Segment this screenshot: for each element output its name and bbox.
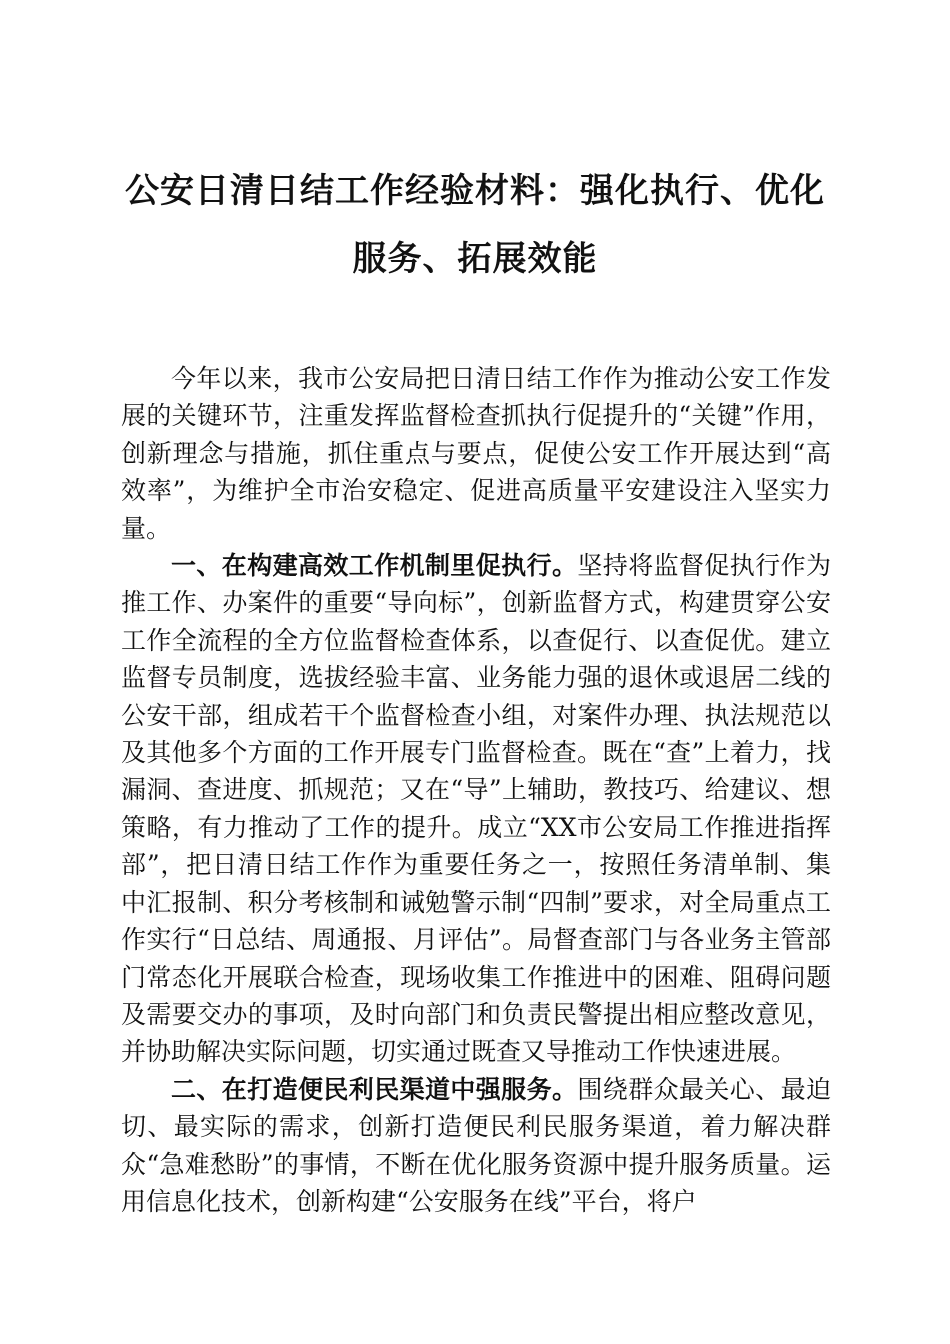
paragraph-section-1 — [121, 547, 831, 1071]
paragraph-intro — [121, 360, 831, 547]
section-heading: 二、在打造便民利民渠道中强服务。 — [171, 1074, 578, 1104]
document-body — [121, 360, 831, 1220]
paragraph-section-2 — [121, 1071, 831, 1221]
document-title-line-2: 服务、拓展效能 — [352, 239, 598, 279]
section-heading: 一、在构建高效工作机制里促执行。 — [171, 551, 578, 581]
paragraph-text: 围绕群众最关心、最迫切、最实际的需求，创新打造便民利民服务渠道，着力解决群众“急难愁盼”的事情，不断在优化服务资源中提升服务质量。运用信息化技术，创新构建“公安服务在线”平台，将户 — [121, 1074, 831, 1216]
paragraph-text: 今年以来，我市公安局把日清日结工作作为推动公安工作发展的关键环节，注重发挥监督检查抓执行促提升的“关键”作用，创新理念与措施，抓住重点与要点，促使公安工作开展达到“高效率”，为维护全市治安稳定、促进高质量平安建设注入坚实力量。 — [121, 364, 831, 543]
paragraph-text: 坚持将监督促执行作为推工作、办案件的重要“导向标”，创新监督方式，构建贯穿公安工作全流程的全方位监督检查体系，以查促行、以查促优。建立监督专员制度，选拔经验丰富、业务能力强的退休或退居二线的公安干部，组成若干个监督检查小组，对案件办理、执法规范以及其他多个方面的工作开展专门监督检查。既在“查”上着力，找漏洞、查进度、抓规范；又在“导”上辅助，教技巧、给建议、想策略，有力推动了工作的提升。成立“XX市公安局工作推进指挥部”，把日清日结工作作为重要任务之一，按照任务清单制、集中汇报制、积分考核制和诫勉警示制“四制”要求，对全局重点工作实行“日总结、周通报、月评估”。局督查部门与各业务主管部门常态化开展联合检查，现场收集工作推进中的困难、阻碍问题及需要交办的事项，及时向部门和负责民警提出相应整改意见，并协助解决实际问题，切实通过既查又导推动工作快速进展。 — [121, 551, 831, 1067]
document-title-line-1: 公安日清日结工作经验材料：强化执行、优化 — [125, 171, 825, 211]
